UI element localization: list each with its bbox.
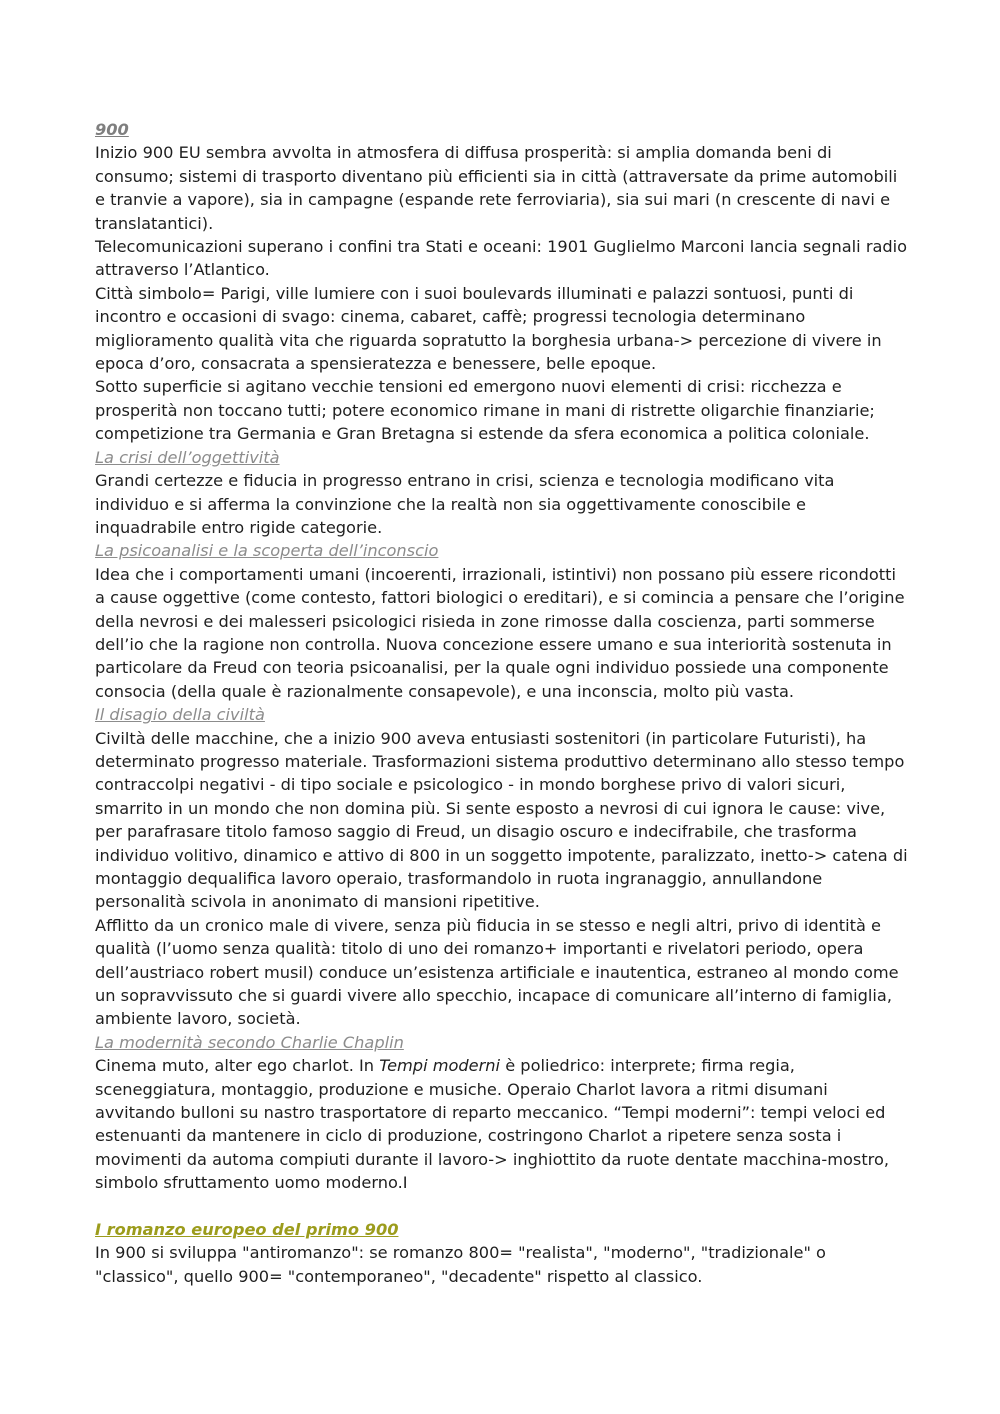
romanzo-paragraph: In 900 si sviluppa "antiromanzo": se romanzo 800= "realista", "moderno", "tradizionale" o "classico", quello 900= "contemporaneo", "decadente" rispetto al classico. [95,1243,826,1286]
psicoanalisi-paragraph: Idea che i comportamenti umani (incoerenti, irrazionali, istintivi) non possano più essere ricondotti a cause oggettive (come contesto, fattori biologici o ereditari), e si comincia a pensare che l’origine della nevrosi e dei malesseri psicologici risieda in zone rimosse dalla coscienza, parti sommerse dell’io che la ragione non controlla. Nuova concezione essere umano e sua interiorità sostenuta in particolare da Freud con teoria psicoanalisi, per la quale ogni individuo possiede una componente consocia (della quale è razionalmente consapevole), e una inconscia, molto più vasta. [95,564,905,701]
disagio-paragraph-1: Civiltà delle macchine, che a inizio 900 aveva entusiasti sostenitori (in particolare Futuristi), ha determinato progresso materiale. Trasformazioni sistema produttivo determinano allo stesso tempo contraccolpi negativi - di tipo sociale e psicologico - in mondo borghese privo di valori sicuri, smarrito in un mondo che non domina più. Si sente esposto a nevrosi di cui ignora le cause: vive, per parafrasare titolo famoso saggio di Freud, un disagio oscuro e indecifrabile, che trasforma individuo volitivo, dinamico e attivo di 800 in un soggetto impotente, paralizzato, inetto-> catena di montaggio dequalifica lavoro operaio, trasformandolo in ruota ingranaggio, annullandone personalità scivola in anonimato di mansioni ripetitive. [95,728,908,912]
intro-paragraph-4: Sotto superficie si agitano vecchie tensioni ed emergono nuovi elementi di crisi: ricchezza e prosperità non toccano tutti; potere economico rimane in mani di ristrette oligarchie finanziarie; competizione tra Germania e Gran Bretagna si estende da sfera economica a politica coloniale. [95,377,875,444]
chaplin-paragraph [95,1054,910,1194]
document-title: 900 [95,120,129,139]
section-spacer [95,1195,910,1218]
heading-disagio-civilta: Il disagio della civiltà [95,705,265,725]
heading-chaplin: La modernità secondo Charlie Chaplin [95,1032,404,1052]
crisi-paragraph: Grandi certezze e fiducia in progresso entrano in crisi, scienza e tecnologia modificano vita individuo e si afferma la convinzione che la realtà non sia oggettivamente conoscibile e inquadrabile entro rigide categorie. [95,471,835,537]
document-page [95,118,910,1288]
intro-paragraph-3: Città simbolo= Parigi, ville lumiere con i suoi boulevards illuminati e palazzi sontuosi, punti di incontro e occasioni di svago: cinema, cabaret, caffè; progressi tecnologia determinano miglioramento qualità vita che riguarda sopratutto la borghesia urbana-> percezione di vivere in epoca d’oro, consacrata a spensieratezza e benessere, belle epoque. [95,283,882,374]
intro-paragraph-2: Telecomunicazioni superano i confini tra Stati e oceani: 1901 Guglielmo Marconi lancia segnali radio attraverso l’Atlantico. [95,237,908,280]
heading-crisi-oggettivita: La crisi dell’oggettività [95,447,280,467]
heading-romanzo-europeo: I romanzo europeo del primo 900 [95,1220,399,1240]
disagio-paragraph-2: Afflitto da un cronico male di vivere, senza più fiducia in se stesso e negli altri, privo di identità e qualità (l’uomo senza qualità: titolo di uno dei romanzo+ importanti e rivelatori periodo, opera dell’austriaco robert musil) conduce un’esistenza artificiale e inautentica, estraneo al mondo come un sopravvissuto che si guardi vivere allo specchio, incapace di comunicare all’interno di famiglia, ambiente lavoro, società. [95,915,899,1029]
chaplin-film-title: Tempi moderni [379,1056,501,1076]
chaplin-text-after: è poliedrico: interprete; firma regia, sceneggiatura, montaggio, produzione e musiche. Operaio Charlot lavora a ritmi disumani avvitando bulloni su nastro trasportatore di reparto meccanico. “Tempi moderni”: tempi veloci ed estenuanti da mantenere in ciclo di produzione, costringono Charlot a ripetere senza sosta i movimenti da automa compiuti durante il lavoro-> inghiottito da ruote dentate macchina-mostro, simbolo sfruttamento uomo moderno.I [95,1056,890,1193]
heading-psicoanalisi: La psicoanalisi e la scoperta dell’inconscio [95,541,439,561]
intro-paragraph-1: Inizio 900 EU sembra avvolta in atmosfera di diffusa prosperità: si amplia domanda beni di consumo; sistemi di trasporto diventano più efficienti sia in città (attraversate da prime automobili e tranvie a vapore), sia in campagne (espande rete ferroviaria), sia sui mari (n crescente di navi e translatantici). [95,143,898,233]
chaplin-text-before: Cinema muto, alter ego charlot. In [95,1056,380,1076]
